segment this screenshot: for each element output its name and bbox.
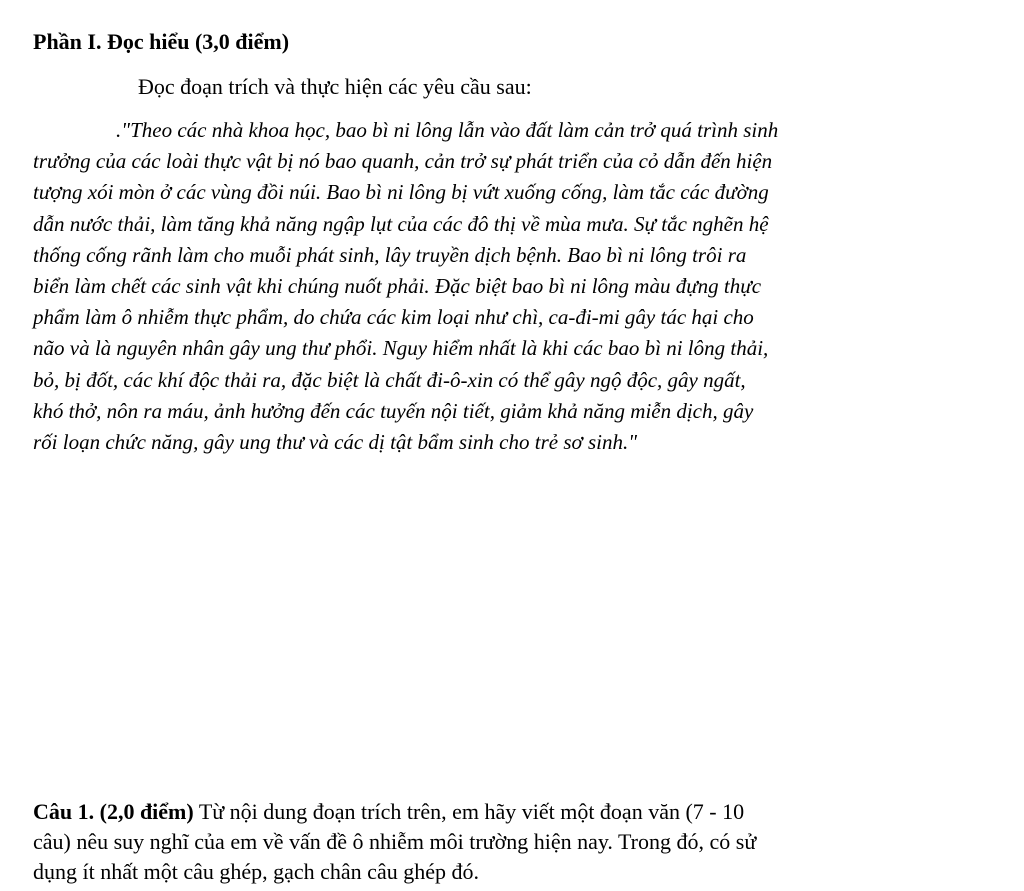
excerpt-line: biển làm chết các sinh vật khi chúng nuốt phải. Đặc biệt bao bì ni lông màu đựng thực (33, 274, 762, 299)
question-1-label: Câu 1. (2,0 điểm) (33, 799, 194, 824)
excerpt-line: bỏ, bị đốt, các khí độc thải ra, đặc biệt là chất đi-ô-xin có thể gây ngộ độc, gây ngất, (33, 367, 746, 392)
question-1-line (33, 797, 983, 827)
excerpt-line: tượng xói mòn ở các vùng đồi núi. Bao bì ni lông bị vứt xuống cống, làm tắc các đường (33, 180, 769, 205)
question-1-line: câu) nêu suy nghĩ của em về vấn đề ô nhiễm môi trường hiện nay. Trong đó, có sử (33, 829, 757, 854)
excerpt-passage (33, 115, 983, 458)
excerpt-line: ."Theo các nhà khoa học, bao bì ni lông lẫn vào đất làm cản trở quá trình sinh (116, 118, 779, 142)
excerpt-line: não và là nguyên nhân gây ung thư phổi. Nguy hiểm nhất là khi các bao bì ni lông thải, (33, 336, 769, 361)
question-1-line: dụng ít nhất một câu ghép, gạch chân câu ghép đó. (33, 859, 479, 884)
excerpt-line: thống cống rãnh làm cho muỗi phát sinh, lây truyền dịch bệnh. Bao bì ni lông trôi ra (33, 242, 747, 267)
excerpt-line: phẩm làm ô nhiễm thực phẩm, do chứa các kim loại như chì, ca-đi-mi gây tác hại cho (33, 305, 754, 330)
question-1-text: Từ nội dung đoạn trích trên, em hãy viết một đoạn văn (7 - 10 (193, 799, 745, 824)
excerpt-line: rối loạn chức năng, gây ung thư và các dị tật bẩm sinh cho trẻ sơ sinh." (33, 430, 638, 455)
section-heading: Phần I. Đọc hiểu (3,0 điểm) (33, 29, 290, 54)
excerpt-line: trưởng của các loài thực vật bị nó bao quanh, cản trở sự phát triển của cỏ dẫn đến hiện (33, 149, 773, 174)
question-1 (33, 797, 983, 887)
instruction-text: Đọc đoạn trích và thực hiện các yêu cầu sau: (138, 74, 532, 99)
excerpt-line: dẫn nước thải, làm tăng khả năng ngập lụt của các đô thị về mùa mưa. Sự tắc nghẽn hệ (33, 211, 769, 236)
excerpt-line: khó thở, nôn ra máu, ảnh hưởng đến các tuyến nội tiết, giảm khả năng miễn dịch, gây (33, 398, 754, 423)
